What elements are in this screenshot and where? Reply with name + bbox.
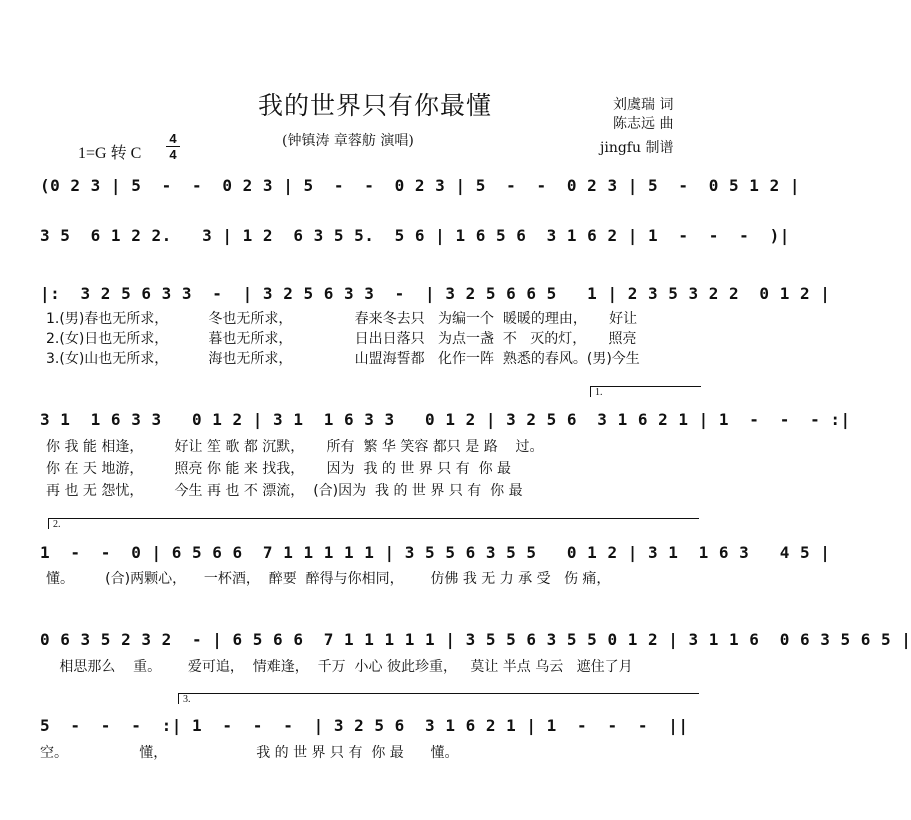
transcriber-credit: jingfu 制谱 [600, 140, 674, 156]
notes-line-3: |: 3 2 5 6 3 3 - | 3 2 5 6 3 3 - | 3 2 5 6 6 5 1 | 2 3 5 3 2 2 0 1 2 | [40, 284, 831, 303]
lyric-line-3-1: 1.(男)春也无所求， 冬也无所求， 春来冬去只 为编一个 暖暖的理由， 好让 [46, 311, 638, 327]
lyric-line-5: 懂。 (合)两颗心， 一杯酒， 醉要 醉得与你相同， 仿佛 我 无 力 承 受 伤 痛， [46, 571, 611, 587]
composer-credit: 陈志远 曲 [613, 116, 674, 132]
volta-1-label: 1. [595, 387, 603, 398]
volta-1 [590, 386, 701, 397]
lyric-line-4-2: 你 在 天 地游， 照亮 你 能 来 找我， 因为 我 的 世 界 只 有 你 最 [46, 461, 512, 477]
key-signature: 1=G 转 C [78, 145, 142, 162]
notes-line-1: (0 2 3 | 5 - - 0 2 3 | 5 - - 0 2 3 | 5 - - 0 2 3 | 5 - 0 5 1 2 | [40, 176, 800, 195]
time-signature [166, 132, 180, 161]
lyric-line-3-2: 2.(女)日也无所求， 暮也无所求， 日出日落只 为点一盏 不 灭的灯， 照亮 [46, 331, 637, 347]
time-signature-top: 4 [169, 131, 177, 146]
notes-line-2: 3 5 6 1 2 2. 3 | 1 2 6 3 5 5. 5 6 | 1 6 5 6 3 1 6 2 | 1 - - - )| [40, 226, 790, 245]
lyric-line-3-3: 3.(女)山也无所求， 海也无所求， 山盟海誓都 化作一阵 熟悉的春风。(男)今生 [46, 351, 640, 367]
notes-line-7: 5 - - - :| 1 - - - | 3 2 5 6 3 1 6 2 1 | 1 - - - || [40, 716, 689, 735]
song-title: 我的世界只有你最懂 [258, 91, 493, 120]
volta-3 [178, 693, 699, 704]
lyric-line-7: 空。 懂， 我 的 世 界 只 有 你 最 懂。 [40, 745, 459, 761]
volta-2 [48, 518, 699, 529]
notes-line-5: 1 - - 0 | 6 5 6 6 7 1 1 1 1 1 | 3 5 5 6 3 5 5 0 1 2 | 3 1 1 6 3 4 5 | [40, 543, 831, 562]
volta-3-label: 3. [183, 694, 191, 705]
performers: (钟镇涛 章蓉舫 演唱) [282, 133, 414, 149]
staff-line-2 [40, 226, 790, 270]
lyric-line-4-1: 你 我 能 相逢， 好让 笙 歌 都 沉默， 所有 繁 华 笑容 都只 是 路 过。 [46, 439, 544, 455]
notes-line-6: 0 6 3 5 2 3 2 - | 6 5 6 6 7 1 1 1 1 1 | 3 5 5 6 3 5 5 0 1 2 | 3 1 1 6 0 6 3 5 6 5 | [40, 630, 911, 649]
staff-line-1 [40, 176, 800, 220]
notes-line-4: 3 1 1 6 3 3 0 1 2 | 3 1 1 6 3 3 0 1 2 | 3 2 5 6 3 1 6 2 1 | 1 - - - :| [40, 410, 851, 429]
lyric-line-4-3: 再 也 无 怨忧， 今生 再 也 不 漂流， (合)因为 我 的 世 界 只 有 你 最 [46, 483, 523, 499]
lyric-line-6: 相思那么 重。 爱可追， 情难逢， 千万 小心 彼此珍重， 莫让 半点 乌云 遮住了月 [46, 659, 633, 675]
volta-2-label: 2. [53, 519, 61, 530]
lyricist-credit: 刘虞瑞 词 [613, 97, 674, 113]
time-signature-bottom: 4 [169, 147, 177, 162]
